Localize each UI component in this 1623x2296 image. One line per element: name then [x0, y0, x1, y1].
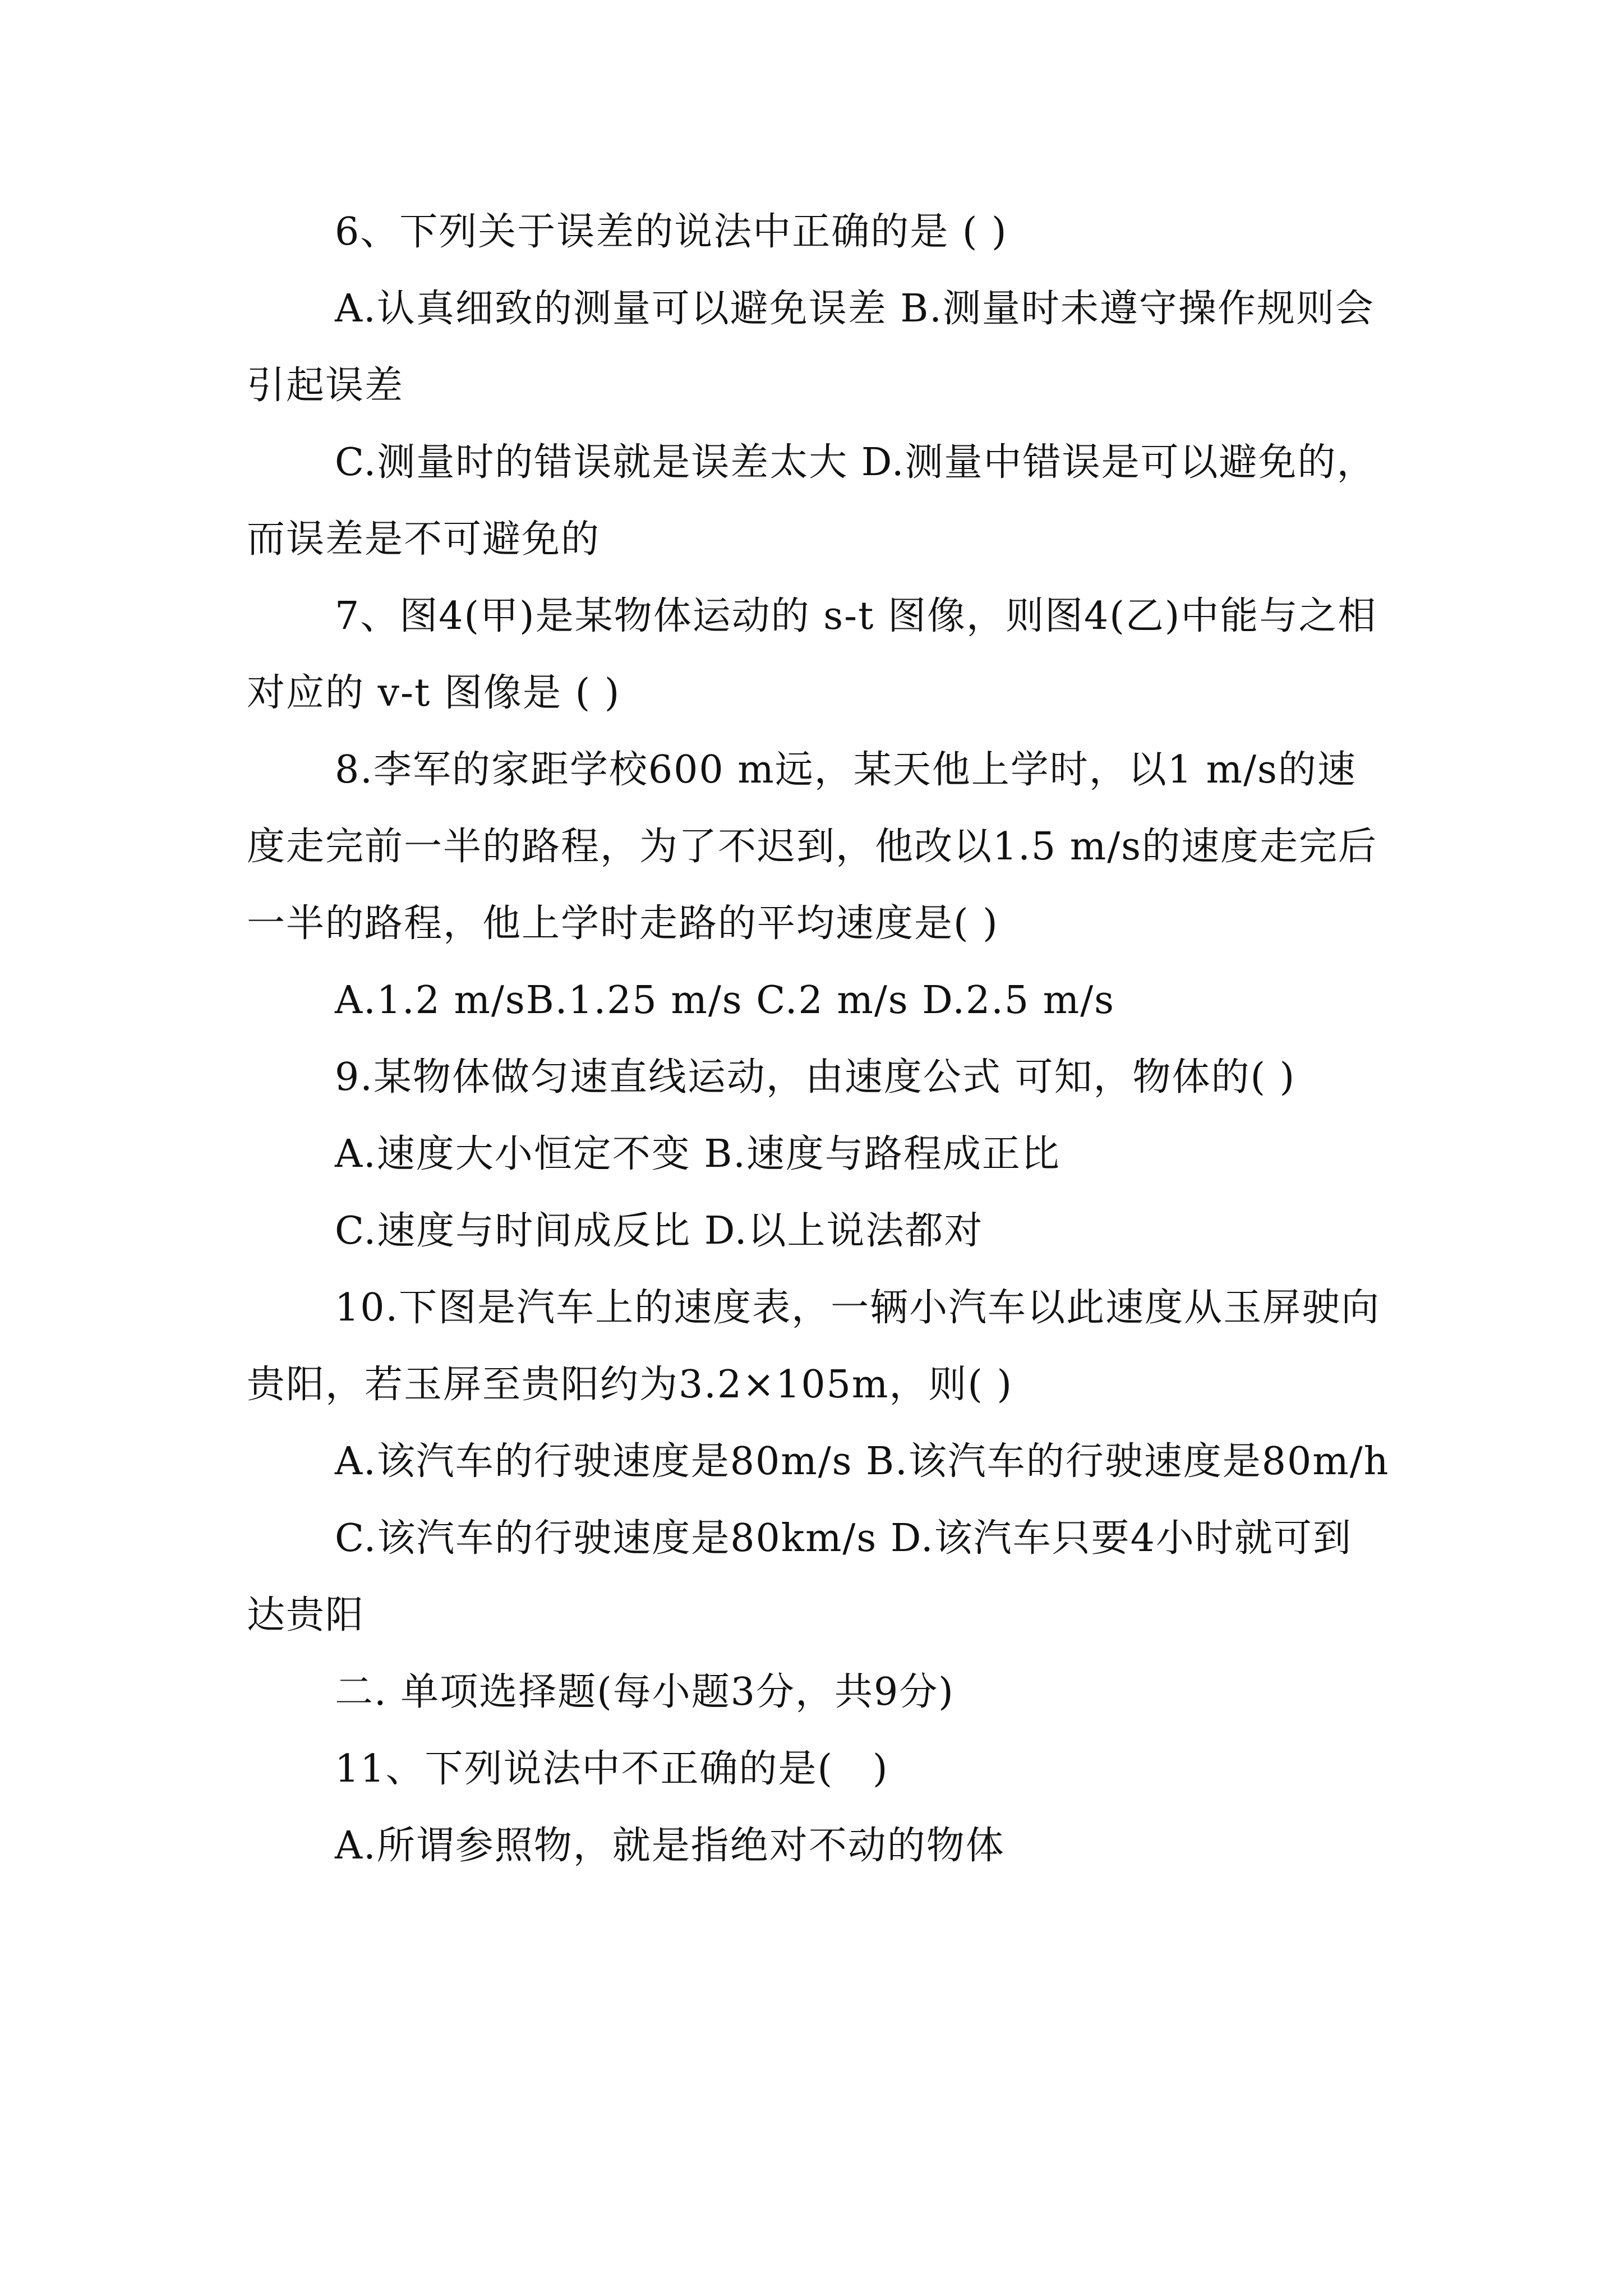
section-heading: 二. 单项选择题(每小题3分，共9分)	[335, 1670, 955, 1714]
question-9-options-ab: A.速度大小恒定不变 B.速度与路程成正比	[335, 1132, 1061, 1176]
question-11-option-a: A.所谓参照物，就是指绝对不动的物体	[335, 1824, 1005, 1868]
question-9: 9.某物体做匀速直线运动，由速度公式 可知，物体的( )	[335, 1055, 1296, 1099]
question-10-options-ab: A.该汽车的行驶速度是80m/s B.该汽车的行驶速度是80m/h	[335, 1439, 1390, 1484]
question-11: 11、下列说法中不正确的是( )	[335, 1747, 889, 1791]
question-8-options: A.1.2 m/sB.1.25 m/s C.2 m/s D.2.5 m/s	[335, 978, 1115, 1023]
document-body	[247, 194, 1391, 1884]
question-9-options-cd: C.速度与时间成反比 D.以上说法都对	[335, 1209, 984, 1253]
question-10: 10.下图是汽车上的速度表，一辆小汽车以此速度从玉屏驶向贵阳，若玉屏至贵阳约为3.2×105m，则( )	[247, 1286, 1381, 1407]
question-7: 7、图4(甲)是某物体运动的 s-t 图像，则图4(乙)中能与之相对应的 v-t 图像是 ( )	[247, 594, 1377, 715]
question-8: 8.李军的家距学校600 m远，某天他上学时，以1 m/s的速度走完前一半的路程，为了不迟到，他改以1.5 m/s的速度走完后一半的路程，他上学时走路的平均速度是( )	[247, 748, 1378, 946]
question-10-options-cd: C.该汽车的行驶速度是80km/s D.该汽车只要4小时就可到达贵阳	[247, 1516, 1352, 1637]
question-6-options-cd: C.测量时的错误就是误差太大 D.测量中错误是可以避免的，而误差是不可避免的	[247, 440, 1376, 562]
question-6-options-ab: A.认真细致的测量可以避免误差 B.测量时未遵守操作规则会引起误差	[247, 287, 1375, 408]
question-6: 6、下列关于误差的说法中正确的是 ( )	[335, 210, 1008, 254]
